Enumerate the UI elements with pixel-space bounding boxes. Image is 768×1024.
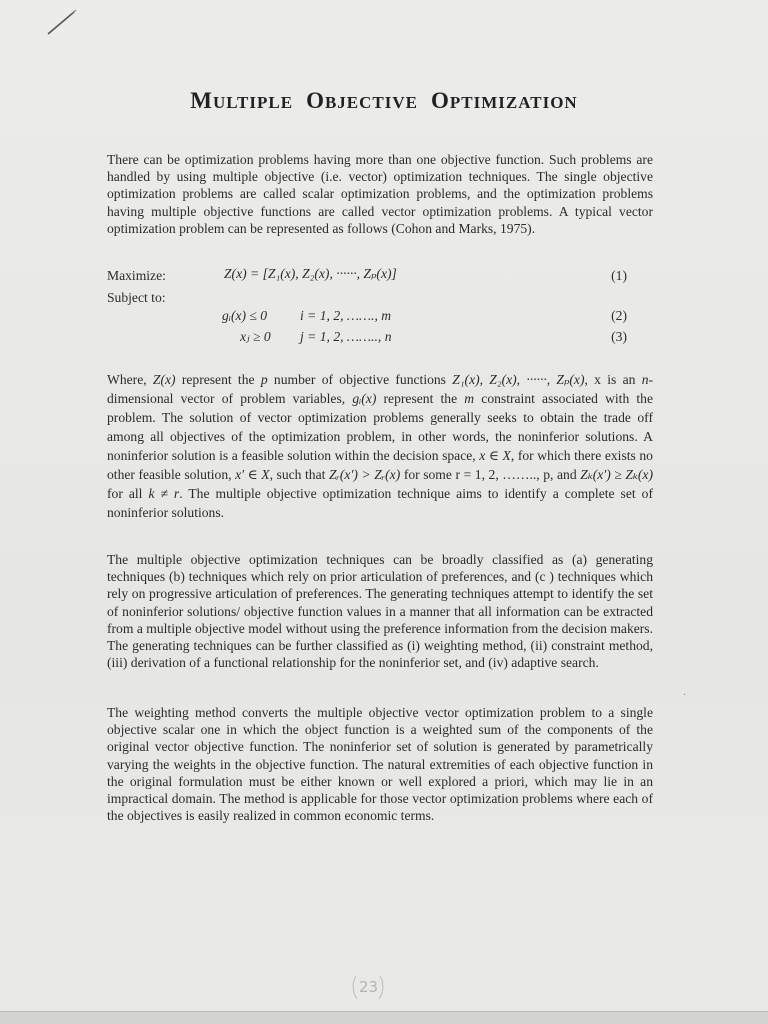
nonnegativity-equation-lhs: xⱼ ≥ 0 <box>240 329 271 344</box>
subject-to-label: Subject to: <box>107 290 166 305</box>
equation-number-2: (2) <box>611 308 627 323</box>
constraint-equation-lhs: gᵢ(x) ≤ 0 <box>222 308 268 323</box>
pen-stroke-mark <box>46 8 78 36</box>
classification-paragraph: The multiple objective optimization techniques can be broadly classified as (a) generating techniques (b) techniques which rely on prior articulation of preferences, and (c ) techniques which rely on progressive articulation of preferences. The generating techniques attempt to identify the set of noninferior solutions/ objective function values in a manner that all information can be extracted from a multiple objective model without using the preference information from the decision makers. The generating techniques can be further classified as (i) weighting method, (ii) constraint method, (iii) derivation of a functional relationship for the noninferior set, and (iv) adaptive search. <box>107 552 653 671</box>
equation-number-3: (3) <box>611 329 627 344</box>
intro-paragraph: There can be optimization problems having more than one objective function. Such problems are handled by using multiple objective (i.e. vector) optimization techniques. The single objective optimization problems are called scalar optimization problems, and the optimization problems having multiple objective functions are called vector optimization problems. A typical vector optimization problem can be represented as follows (Cohon and Marks, 1975). <box>107 152 653 236</box>
objective-equation: Z(x) = [Z₁(x), Z₂(x), ······, Zₚ(x)] <box>224 266 397 281</box>
handwritten-page-number: 23 <box>350 972 386 1002</box>
nonnegativity-equation-range: j = 1, 2, …….., n <box>300 329 392 344</box>
weighting-method-paragraph: The weighting method converts the multiple objective vector optimization problem to a single objective scalar one in which the object function is a weighted sum of the components of the original vector objective function. The noninferior set of solution is generated by parametrically varying the weights in the objective function. The natural extremities of each objective function in the original formulation must be either known or well explored a priori, which may lie in an impractical domain. The method is applicable for those vector optimization problems where each of the objectives is easily realized in common economic terms. <box>107 705 653 824</box>
margin-speck: · <box>683 690 687 701</box>
constraint-equation-range: i = 1, 2, ……., m <box>300 308 392 323</box>
scan-bottom-edge <box>0 1012 768 1024</box>
definition-paragraph: Where, Z(x) represent the p number of objective functions Z₁(x), Z₂(x), ······, Zₚ(x), x is an n-dimensional vector of problem variables, gᵢ(x) represent the m constraint associated with the problem. The solution of vector optimization problems generally seeks to obtain the trade off among all objectives of the optimization problem, in other words, the noninferior solutions. A noninferior solution is a feasible solution within the decision space, x ∈ X, for which there exists no other feasible solution, x′ ∈ X, such that Zᵣ(x′) > Zᵣ(x) for some r = 1, 2, …….., p, and Zₖ(x′) ≥ Zₖ(x) for all k ≠ r. The multiple objective optimization technique aims to identify a complete set of noninferior solutions. <box>107 372 654 520</box>
equation-number-1: (1) <box>611 268 627 283</box>
page-title: MULTIPLE OBJECTIVE OPTIMIZATION <box>190 88 578 113</box>
maximize-label: Maximize: <box>107 268 166 283</box>
